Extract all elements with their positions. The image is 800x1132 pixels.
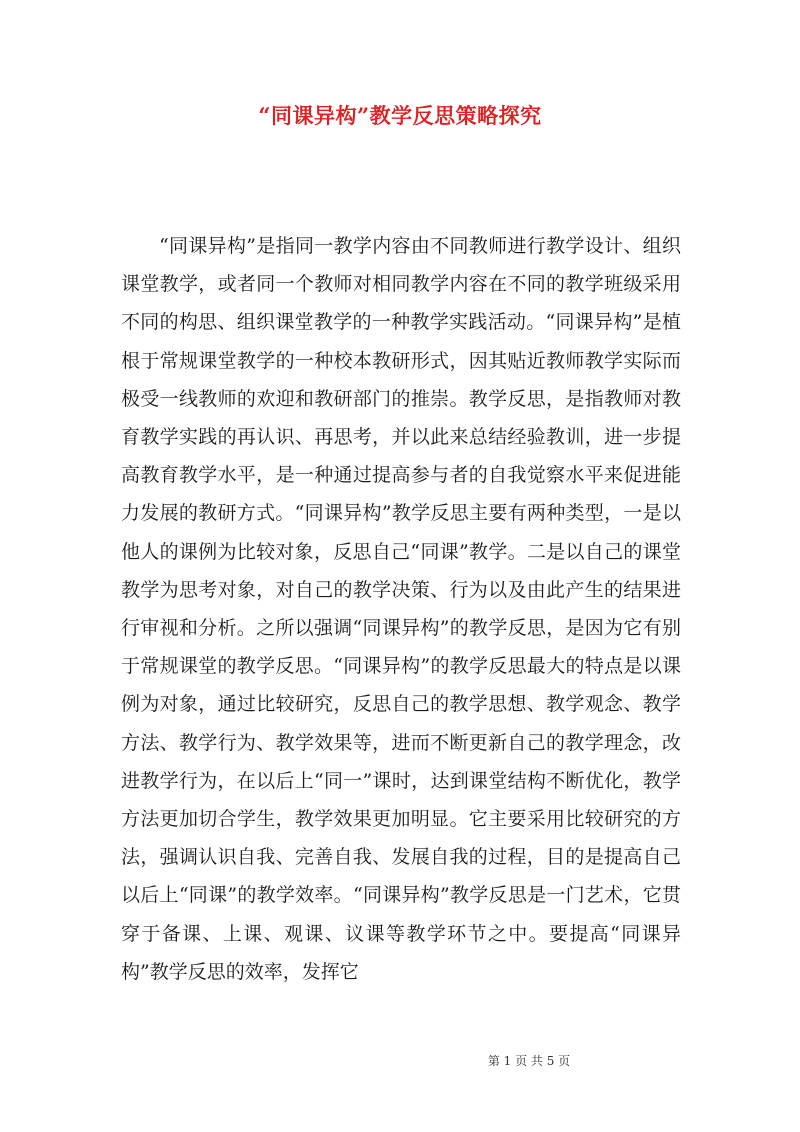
body-paragraph: “同课异构”是指同一教学内容由不同教师进行教学设计、组织课堂教学，或者同一个教师对相同教学内容在不同的教学班级采用不同的构思、组织课堂教学的一种教学实践活动。“同课异构”是植根于常规课堂教学的一种校本教研形式，因其贴近教师教学实际而极受一线教师的欢迎和教研部门的推崇。教学反思，是指教师对教育教学实践的再认识、再思考，并以此来总结经验教训，进一步提高教育教学水平，是一种通过提高参与者的自我觉察水平来促进能力发展的教研方式。“同课异构”教学反思主要有两种类型，一是以他人的课例为比较对象，反思自己“同课”教学。二是以自己的课堂教学为思考对象，对自己的教学决策、行为以及由此产生的结果进行审视和分析。之所以强调“同课异构”的教学反思，是因为它有别于常规课堂的教学反思。“同课异构”的教学反思最大的特点是以课例为对象，通过比较研究，反思自己的教学思想、教学观念、教学方法、教学行为、教学效果等，进而不断更新自己的教学理念，改进教学行为，在以后上“同一”课时，达到课堂结构不断优化，教学方法更加切合学生，教学效果更加明显。它主要采用比较研究的方法，强调认识自我、完善自我、发展自我的过程，目的是提高自己以后上“同课”的教学效率。“同课异构”教学反思是一门艺术，它贯穿于备课、上课、观课、议课等教学环节之中。要提高“同课异构”教学反思的效率，发挥它 (121, 235, 681, 983)
document-title: “同课异构”教学反思策略探究 (258, 103, 542, 128)
page-number: 第 1 页 共 5 页 (487, 1054, 571, 1068)
